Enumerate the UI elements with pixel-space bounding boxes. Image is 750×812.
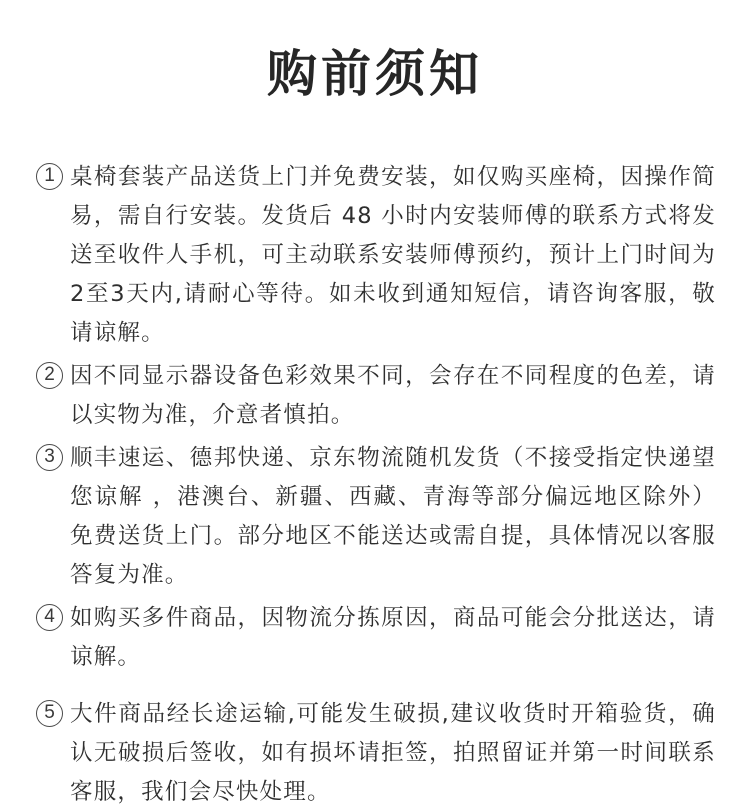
notice-text: 大件商品经长途运输,可能发生破损,建议收货时开箱验货，确认无破损后签收，如有损坏请拒签，拍照留证并第一时间联系客服，我们会尽快处理。 [70,701,716,805]
notice-text: 因不同显示器设备色彩效果不同，会存在不同程度的色差，请以实物为准，介意者慎拍。 [70,363,716,428]
notice-item-3 [36,439,716,595]
circled-number-1-icon: 1 [36,163,63,190]
circled-number-4-icon: 4 [36,604,63,631]
notice-item-5 [36,695,716,812]
notice-list [36,158,716,812]
notice-item-4 [36,599,716,677]
notice-text: 桌椅套装产品送货上门并免费安装，如仅购买座椅，因操作简易，需自行安装。发货后 48 小时内安装师傅的联系方式将发送至收件人手机，可主动联系安装师傅预约，预计上门时间为2至3天内,请耐心等待。如未收到通知短信，请咨询客服，敬请谅解。 [70,164,716,346]
circled-number-5-icon: 5 [36,700,63,727]
notice-text: 顺丰速运、德邦快递、京东物流随机发货（不接受指定快递望您谅解 ，港澳台、新疆、西藏、青海等部分偏远地区除外）免费送货上门。部分地区不能送达或需自提，具体情况以客服答复为准。 [70,445,716,588]
notice-text: 如购买多件商品，因物流分拣原因，商品可能会分批送达，请谅解。 [70,605,716,670]
circled-number-2-icon: 2 [36,362,63,389]
notice-item-1 [36,158,716,353]
circled-number-3-icon: 3 [36,444,63,471]
page-title: 购前须知 [267,45,483,103]
notice-item-2 [36,357,716,435]
